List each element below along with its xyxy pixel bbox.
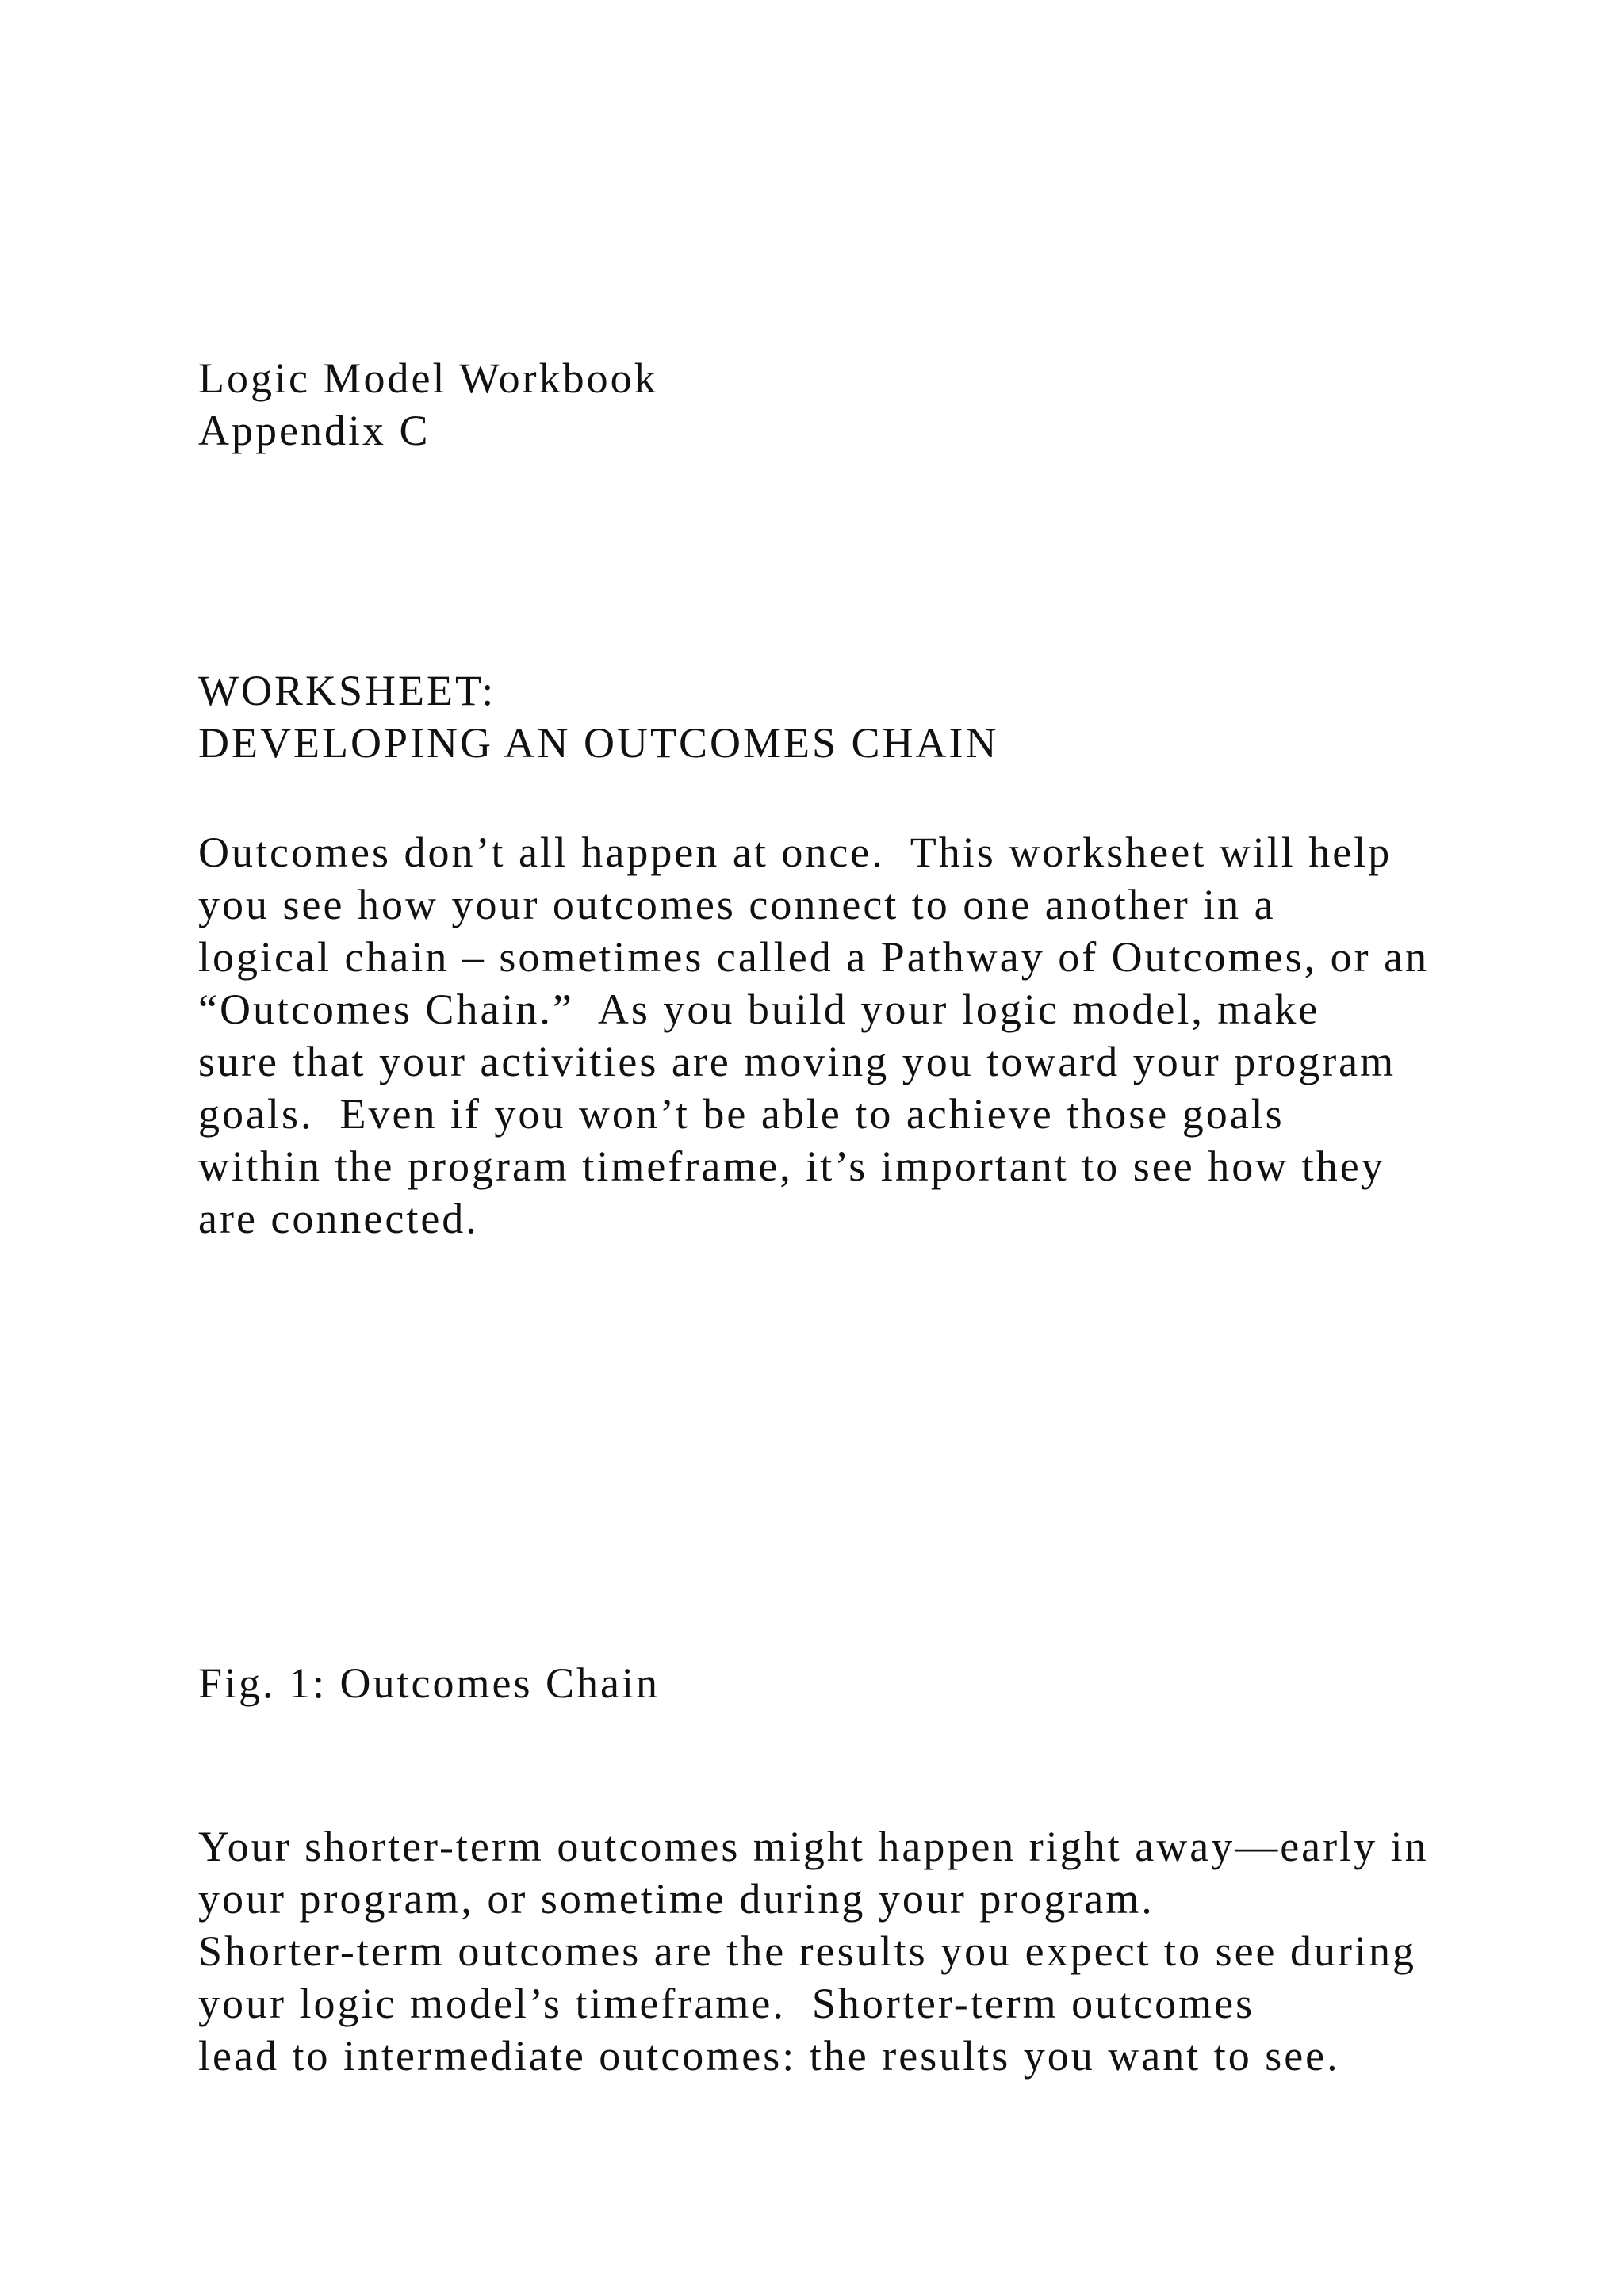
paragraph-line: are connected. (198, 1195, 479, 1242)
intro-paragraph (198, 826, 1483, 1245)
paragraph-line: “Outcomes Chain.” As you build your logic model, make (198, 985, 1320, 1033)
figure-caption-text: Fig. 1: Outcomes Chain (198, 1659, 660, 1707)
paragraph-line: logical chain – sometimes called a Pathway of Outcomes, or an (198, 933, 1430, 981)
document-header (198, 352, 1483, 457)
paragraph-line: you see how your outcomes connect to one another in a (198, 881, 1276, 928)
worksheet-heading (198, 664, 1483, 769)
paragraph-line: your program, or sometime during your program. (198, 1875, 1155, 1923)
paragraph-line: goals. Even if you won’t be able to achieve those goals (198, 1090, 1285, 1138)
paragraph-line: Outcomes don’t all happen at once. This worksheet will help (198, 828, 1392, 876)
figure-caption (198, 1657, 1483, 1709)
paragraph-line: within the program timeframe, it’s important to see how they (198, 1142, 1385, 1190)
shorter-term-paragraph (198, 1820, 1483, 2082)
paragraph-line: Your shorter-term outcomes might happen right away—early in (198, 1823, 1429, 1870)
paragraph-line: Shorter-term outcomes are the results you expect to see during (198, 1927, 1416, 1975)
worksheet-title: DEVELOPING AN OUTCOMES CHAIN (198, 719, 999, 767)
paragraph-line: lead to intermediate outcomes: the results you want to see. (198, 2032, 1340, 2080)
paragraph-line: your logic model’s timeframe. Shorter-term outcomes (198, 1980, 1255, 2027)
document-subtitle: Appendix C (198, 407, 431, 454)
document-title: Logic Model Workbook (198, 354, 658, 402)
paragraph-line: sure that your activities are moving you toward your program (198, 1038, 1396, 1085)
worksheet-label: WORKSHEET: (198, 667, 496, 714)
